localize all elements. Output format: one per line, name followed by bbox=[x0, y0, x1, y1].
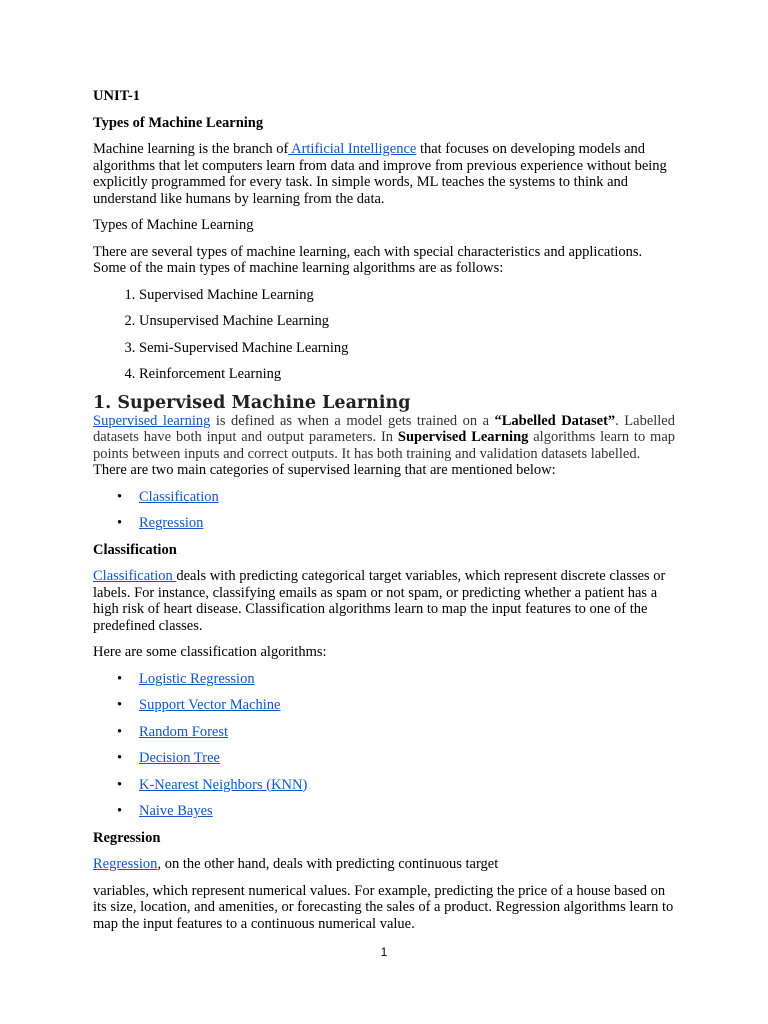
list-item bbox=[117, 750, 675, 767]
categories-intro: There are two main categories of supervised learning that are mentioned below: bbox=[93, 462, 556, 478]
supervised-section-title: 1. Supervised Machine Learning bbox=[93, 392, 411, 413]
list-item bbox=[117, 697, 675, 714]
page-number: 1 bbox=[380, 945, 388, 959]
bullet-icon: • bbox=[117, 670, 123, 687]
bullet-icon: • bbox=[117, 697, 123, 713]
labelled-dataset-bold: “Labelled Dataset” bbox=[494, 412, 616, 429]
supervised-text-2: . Labelled datasets have both input and output parameters. In bbox=[93, 412, 675, 445]
supervised-learning-link[interactable]: Supervised learning bbox=[93, 412, 211, 429]
bullet-icon: • bbox=[117, 750, 123, 766]
intro-text-before: Machine learning is the branch of bbox=[93, 141, 289, 157]
naive-bayes-link[interactable]: Naive Bayes bbox=[139, 803, 213, 819]
classification-heading: Classification bbox=[93, 541, 177, 558]
categories-list bbox=[93, 489, 675, 532]
regression-paragraph-1 bbox=[93, 856, 675, 873]
classification-paragraph bbox=[93, 568, 675, 634]
bullet-icon: • bbox=[117, 776, 123, 793]
regression-text-1: , on the other hand, deals with predicting continuous target bbox=[157, 856, 499, 872]
regression-inline-link[interactable]: Regression bbox=[93, 856, 158, 872]
decision-tree-link[interactable]: Decision Tree bbox=[139, 750, 220, 766]
list-item bbox=[117, 803, 675, 820]
logistic-regression-link[interactable]: Logistic Regression bbox=[139, 670, 255, 687]
supervised-text-3: algorithms learn to map points between inputs and correct outputs. It has both training and validation datasets labelled. bbox=[93, 429, 676, 462]
artificial-intelligence-link[interactable]: Artificial Intelligence bbox=[288, 141, 417, 157]
list-item bbox=[117, 776, 675, 794]
regression-heading: Regression bbox=[93, 829, 161, 846]
types-description: There are several types of machine learning, each with special characteristics and applications. Some of the main types of machine learning algorithms are as follows: bbox=[93, 243, 643, 276]
types-label: Types of Machine Learning bbox=[93, 217, 254, 233]
list-item: 2. Unsupervised Machine Learning bbox=[139, 313, 675, 330]
supervised-learning-bold: Supervised Learning bbox=[397, 429, 529, 445]
classification-link[interactable]: Classification bbox=[139, 488, 219, 505]
classification-text: deals with predicting categorical target variables, which represent discrete classes or labels. For instance, classifying emails as spam or not spam, or predicting whether a patient has a high risk of heart disease. Classification algorithms learn to map the input features to one of the predefined classes. bbox=[93, 568, 666, 634]
intro-paragraph bbox=[93, 141, 675, 207]
random-forest-link[interactable]: Random Forest bbox=[139, 723, 229, 740]
types-heading: Types of Machine Learning bbox=[93, 114, 264, 131]
knn-link[interactable]: K-Nearest Neighbors (KNN) bbox=[139, 776, 308, 793]
svm-link[interactable]: Support Vector Machine bbox=[139, 697, 281, 713]
supervised-paragraph bbox=[93, 413, 675, 463]
list-item bbox=[117, 723, 675, 741]
list-item bbox=[117, 670, 675, 688]
bullet-icon: • bbox=[117, 488, 123, 505]
list-item: 4. Reinforcement Learning bbox=[139, 366, 675, 383]
bullet-icon: • bbox=[117, 515, 123, 531]
bullet-icon: • bbox=[117, 723, 123, 740]
list-item bbox=[117, 515, 675, 532]
algorithms-intro: Here are some classification algorithms: bbox=[93, 644, 327, 660]
types-list bbox=[93, 287, 675, 383]
list-item: 3. Semi-Supervised Machine Learning bbox=[139, 340, 675, 357]
regression-link[interactable]: Regression bbox=[139, 515, 204, 531]
document-page bbox=[93, 88, 675, 932]
bullet-icon: • bbox=[117, 803, 123, 819]
regression-paragraph-2: variables, which represent numerical values. For example, predicting the price of a house based on its size, location, and amenities, or forecasting the sales of a product. Regression algorithms learn to map the input features to a continuous numerical value. bbox=[93, 882, 674, 932]
classification-inline-link[interactable]: Classification bbox=[93, 568, 177, 584]
list-item bbox=[117, 488, 675, 506]
intro-text-after: that focuses on developing models and algorithms that let computers learn from data and improve from previous experience without being explicitly programmed for every task. In simple words, ML teaches the systems to think and understand like humans by learning from the data. bbox=[93, 141, 667, 207]
list-item: 1. Supervised Machine Learning bbox=[139, 287, 675, 304]
unit-title: UNIT-1 bbox=[93, 88, 141, 104]
algorithms-list bbox=[93, 671, 675, 820]
supervised-text-1: is defined as when a model gets trained on a bbox=[210, 412, 495, 429]
